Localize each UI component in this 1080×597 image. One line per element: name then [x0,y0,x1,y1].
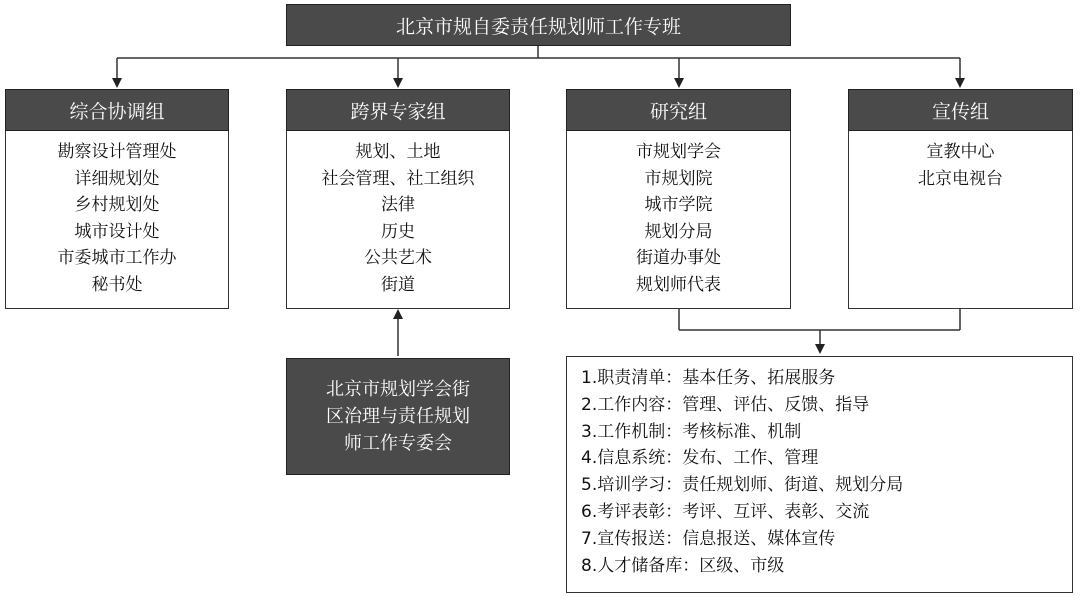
task-item: 4.信息系统：发布、工作、管理 [581,448,819,469]
list-item: 宣教中心 [926,142,995,162]
list-item: 乡村规划处 [74,195,160,215]
task-item: 1.职责清单：基本任务、拓展服务 [581,368,836,388]
task-item: 8.人才储备库：区级、市级 [581,555,785,576]
task-item: 7.宣传报送：信息报送、媒体宣传 [581,528,836,549]
top-unit-label: 北京市规自委责任规划师工作专班 [395,15,681,38]
list-item: 规划分局 [644,221,713,242]
list-item: 公共艺术 [364,248,432,268]
group-list-research [566,131,791,309]
list-item: 社会管理、社工组织 [321,168,475,189]
group-title: 跨界专家组 [350,100,446,123]
list-item: 勘察设计管理处 [57,142,177,162]
group-list-experts [286,131,510,309]
list-item: 详细规划处 [74,168,160,189]
committee-line: 区治理与责任规划 [326,406,470,427]
group-title: 综合协调组 [69,100,165,123]
group-header-research [566,89,791,131]
group-title: 宣传组 [931,100,989,123]
list-item: 城市学院 [644,195,713,215]
tasks-box [566,356,1073,593]
list-item: 规划、土地 [355,142,441,162]
group-header-experts [286,89,510,131]
list-item: 市规划学会 [636,142,721,162]
list-item: 街道 [381,274,415,295]
list-item: 规划师代表 [636,274,721,295]
list-item: 街道办事处 [636,248,721,268]
task-item: 5.培训学习：责任规划师、街道、规划分局 [581,475,904,496]
top-unit-box [286,4,791,46]
list-item: 市规划院 [644,168,713,189]
group-title: 研究组 [649,100,707,123]
group-header-publicity [848,89,1073,131]
list-item: 市委城市工作办 [57,248,177,268]
committee-box [286,358,510,475]
committee-line: 北京市规划学会街 [326,379,470,400]
group-list-publicity [848,131,1073,309]
task-item: 6.考评表彰：考评、互评、表彰、交流 [581,501,870,522]
list-item: 城市设计处 [74,221,160,242]
list-item: 北京电视台 [918,168,1003,189]
list-item: 秘书处 [91,274,143,295]
committee-line: 师工作专委会 [344,433,452,454]
group-list-coordination [5,131,229,309]
task-item: 3.工作机制：考核标准、机制 [581,421,802,442]
list-item: 法律 [381,195,415,215]
task-item: 2.工作内容：管理、评估、反馈、指导 [581,394,870,415]
list-item: 历史 [381,221,415,242]
group-header-coordination [5,89,229,131]
